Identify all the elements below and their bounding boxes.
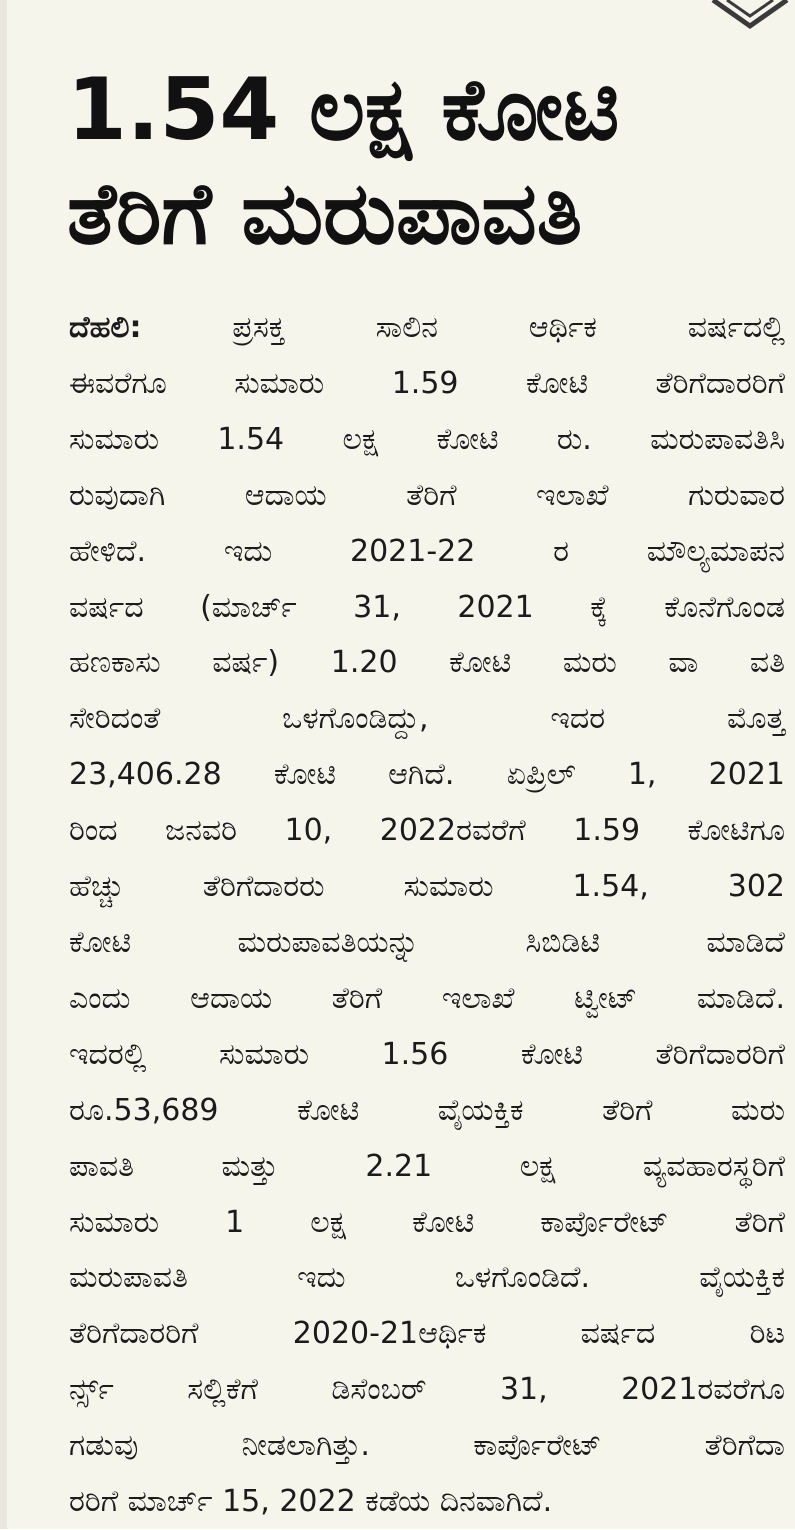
article-line: ಹಣಕಾಸು ವರ್ಷ) 1.20 ಕೋಟಿ ಮರು ವಾ ವತಿ (69, 645, 785, 681)
article-line (69, 300, 785, 356)
article-line: ಗಡುವು ನೀಡಲಾಗಿತ್ತು. ಕಾರ್ಪೊರೇಟ್ ತೆರಿಗೆದಾ (69, 1428, 785, 1464)
article-line-text: ಪ್ರಸಕ್ತ ಸಾಲಿನ ಆರ್ಥಿಕ ವರ್ಷದಲ್ಲಿ (232, 310, 785, 345)
article-line: ರುವುದಾಗಿ ಆದಾಯ ತೆರಿಗೆ ಇಲಾಖೆ ಗುರುವಾರ (69, 477, 785, 513)
article-line: ಹೆಚ್ಚು ತೆರಿಗೆದಾರರು ಸುಮಾರು 1.54, 302 (69, 869, 785, 905)
article-line: ಇದರಲ್ಲಿ ಸುಮಾರು 1.56 ಕೋಟಿ ತೆರಿಗೆದಾರರಿಗೆ (69, 1036, 785, 1072)
chevron-down-icon (705, 0, 795, 40)
article-body (69, 300, 785, 1530)
dateline: ದೆಹಲಿ: (69, 310, 142, 345)
article-line: ರ್ನ್ಸ್ ಸಲ್ಲಿಕೆಗೆ ಡಿಸೆಂಬರ್ 31, 2021ರವರೆಗೂ (69, 1372, 785, 1408)
headline (67, 58, 787, 266)
headline-line: 1.54 ಲಕ್ಷ ಕೋಟಿ (67, 60, 620, 160)
article-line: ಪಾವತಿ ಮತ್ತು 2.21 ಲಕ್ಷ ವ್ಯವಹಾರಸ್ಥರಿಗೆ (69, 1148, 785, 1184)
article-line: ಈವರೆಗೂ ಸುಮಾರು 1.59 ಕೋಟಿ ತೆರಿಗೆದಾರರಿಗೆ (69, 365, 785, 401)
article-line: ತೆರಿಗೆದಾರರಿಗೆ 2020-21ಆರ್ಥಿಕ ವರ್ಷದ ರಿಟ (69, 1316, 785, 1352)
article-line: ಕೋಟಿ ಮರುಪಾವತಿಯನ್ನು ಸಿಬಿಡಿಟಿ ಮಾಡಿದೆ (69, 924, 785, 960)
article-line: ಎಂದು ಆದಾಯ ತೆರಿಗೆ ಇಲಾಖೆ ಟ್ವೀಟ್ ಮಾಡಿದೆ. (69, 980, 785, 1016)
article-line: ವರ್ಷದ (ಮಾರ್ಚ್ 31, 2021 ಕ್ಕೆ ಕೊನೆಗೊಂಡ (69, 589, 785, 625)
article-line: ಮರುಪಾವತಿ ಇದು ಒಳಗೊಂಡಿದೆ. ವೈಯಕ್ತಿಕ (69, 1260, 785, 1296)
article-line: ಸುಮಾರು 1.54 ಲಕ್ಷ ಕೋಟಿ ರು. ಮರುಪಾವತಿಸಿ (69, 421, 785, 457)
article-line: ರರಿಗೆ ಮಾರ್ಚ್ 15, 2022 ಕಡೆಯ ದಿನವಾಗಿದೆ. (69, 1484, 553, 1520)
article-line: ರೂ.53,689 ಕೋಟಿ ವೈಯಕ್ತಿಕ ತೆರಿಗೆ ಮರು (69, 1092, 785, 1128)
headline-line: ತೆರಿಗೆ ಮರುಪಾವತಿ (67, 164, 583, 264)
article-line: ಹೇಳಿದೆ. ಇದು 2021-22 ರ ಮೌಲ್ಯಮಾಪನ (69, 533, 785, 569)
newspaper-clipping (7, 0, 795, 1529)
article-line: ಸೇರಿದಂತೆ ಒಳಗೊಂಡಿದ್ದು, ಇದರ ಮೊತ್ತ (69, 701, 785, 737)
page-edge-strip (0, 0, 7, 1529)
article-line: ರಿಂದ ಜನವರಿ 10, 2022ರವರೆಗೆ 1.59 ಕೋಟಿಗೂ (69, 813, 785, 849)
article-line: 23,406.28 ಕೋಟಿ ಆಗಿದೆ. ಏಪ್ರಿಲ್ 1, 2021 (69, 757, 785, 793)
article-line: ಸುಮಾರು 1 ಲಕ್ಷ ಕೋಟಿ ಕಾರ್ಪೊರೇಟ್ ತೆರಿಗೆ (69, 1204, 785, 1240)
